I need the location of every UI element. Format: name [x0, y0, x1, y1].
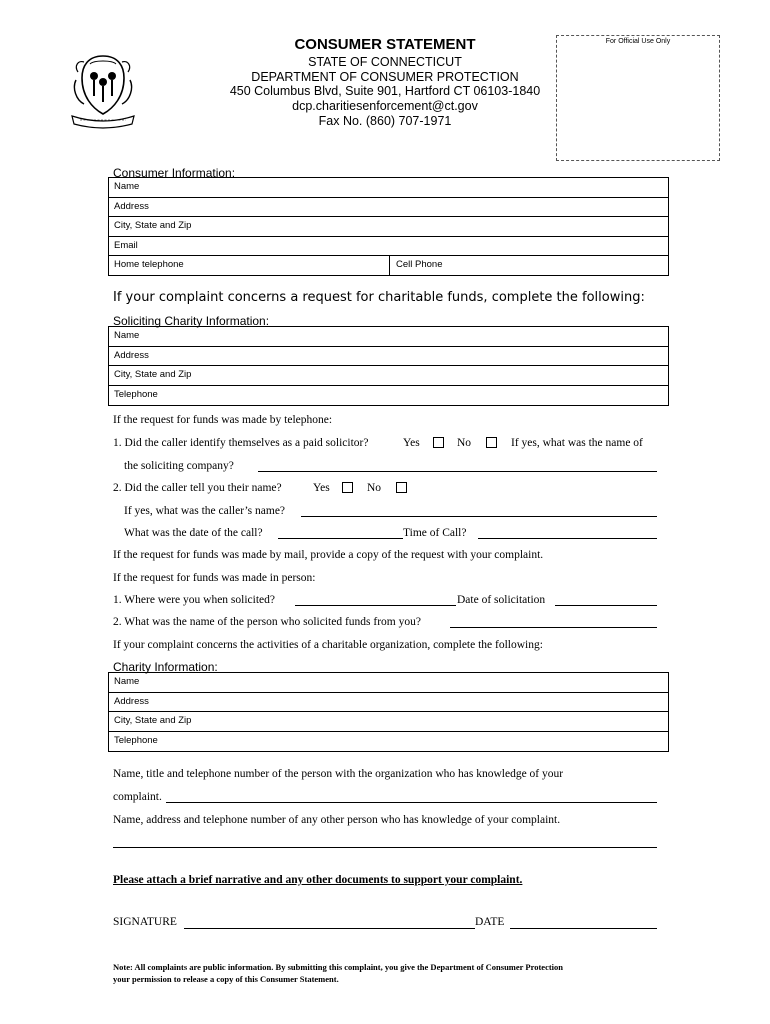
official-use-box [556, 35, 720, 161]
consumer-address-label: Address [114, 200, 149, 212]
attach-documents-note: Please attach a brief narrative and any other documents to support your complaint. [113, 874, 523, 886]
soliciting-info-label: Soliciting Charity Information: [113, 314, 270, 328]
consumer-name-label: Name [114, 181, 140, 192]
q2-yes-checkbox[interactable] [342, 482, 353, 493]
date-line[interactable] [510, 928, 657, 929]
org-contact-line[interactable] [166, 802, 657, 803]
soliciting-company-line[interactable] [258, 471, 657, 472]
soliciting-info-box [108, 326, 669, 406]
call-time-line[interactable] [478, 538, 657, 539]
call-date-line[interactable] [278, 538, 403, 539]
q2-no-label: No [367, 482, 382, 494]
consumer-phone-row[interactable] [109, 256, 668, 276]
soliciting-company-label: the soliciting company? [124, 460, 234, 472]
soliciting-telephone-field[interactable] [109, 386, 668, 406]
soliciting-telephone-label: Telephone [114, 388, 158, 400]
signature-line[interactable] [184, 928, 475, 929]
q1-no-checkbox[interactable] [486, 437, 497, 448]
charity-info-label: Charity Information: [113, 660, 218, 674]
consumer-name-field[interactable] [109, 178, 668, 198]
solicitation-date-label: Date of solicitation [457, 594, 546, 606]
charity-telephone-label: Telephone [114, 734, 158, 746]
consumer-email-field[interactable] [109, 237, 668, 257]
consumer-city-label: City, State and Zip [114, 220, 192, 231]
soliciting-address-label: Address [114, 349, 149, 361]
charity-address-label: Address [114, 695, 149, 707]
soliciting-address-field[interactable] [109, 347, 668, 367]
charity-name-label: Name [114, 676, 140, 687]
telephone-intro: If the request for funds was made by telephone: [113, 414, 333, 426]
charitable-funds-intro: If your complaint concerns a request for charitable funds, complete the following: [113, 290, 645, 305]
q1-no-label: No [457, 437, 472, 449]
form-title: CONSUMER STATEMENT [294, 36, 476, 53]
caller-name-question: 2. Did the caller tell you their name? [113, 482, 282, 494]
footnote-line-1: Note: All complaints are public information. By submitting this complaint, you give the Department of Consumer Protection [113, 962, 564, 972]
solicitor-name-line[interactable] [450, 627, 657, 628]
solicited-location-question: 1. Where were you when solicited? [113, 594, 276, 606]
mail-request-note: If the request for funds was made by mail, provide a copy of the request with your complaint. [113, 549, 544, 561]
activities-intro: If your complaint concerns the activities of a charitable organization, complete the following: [113, 639, 543, 651]
soliciting-name-label: Name [114, 330, 140, 341]
q2-yes-label: Yes [313, 482, 330, 494]
header-fax: Fax No. (860) 707-1971 [318, 114, 452, 128]
charity-telephone-field[interactable] [109, 732, 668, 752]
cell-phone-label: Cell Phone [396, 259, 443, 270]
q1-followup-label: If yes, what was the name of [511, 437, 643, 449]
charity-city-field[interactable] [109, 712, 668, 732]
org-contact-cont: complaint. [113, 791, 162, 803]
signature-label: SIGNATURE [113, 916, 177, 928]
consumer-info-box [108, 177, 669, 276]
in-person-intro: If the request for funds was made in person: [113, 572, 316, 584]
consumer-city-field[interactable] [109, 217, 668, 237]
charity-info-box [108, 672, 669, 752]
solicitor-name-question: 2. What was the name of the person who solicited funds from you? [113, 616, 421, 628]
home-telephone-label: Home telephone [114, 259, 184, 270]
soliciting-name-field[interactable] [109, 327, 668, 347]
footnote-line-2: your permission to release a copy of this Consumer Statement. [113, 974, 339, 984]
solicitation-date-line[interactable] [555, 605, 657, 606]
header-state: STATE OF CONNECTICUT [308, 55, 462, 69]
header-department: DEPARTMENT OF CONSUMER PROTECTION [251, 70, 519, 84]
call-date-label: What was the date of the call? [124, 527, 263, 539]
header-address: 450 Columbus Blvd, Suite 901, Hartford CT 06103-1840 [229, 84, 541, 98]
soliciting-city-field[interactable] [109, 366, 668, 386]
call-time-label: Time of Call? [403, 527, 467, 539]
header-email: dcp.charitiesenforcement@ct.gov [292, 99, 478, 113]
org-contact-question: Name, title and telephone number of the person with the organization who has knowledge of your [113, 768, 564, 780]
q1-yes-label: Yes [403, 437, 420, 449]
paid-solicitor-question: 1. Did the caller identify themselves as a paid solicitor? [113, 437, 369, 449]
soliciting-city-label: City, State and Zip [114, 369, 192, 380]
state-seal-logo [70, 52, 136, 132]
other-contact-question: Name, address and telephone number of any other person who has knowledge of your complaint. [113, 814, 561, 826]
solicited-location-line[interactable] [295, 605, 456, 606]
q2-no-checkbox[interactable] [396, 482, 407, 493]
official-use-label: For Official Use Only [605, 38, 671, 45]
charity-address-field[interactable] [109, 693, 668, 713]
caller-name-followup-label: If yes, what was the caller’s name? [124, 505, 286, 517]
caller-name-line[interactable] [301, 516, 657, 517]
charity-city-label: City, State and Zip [114, 715, 192, 726]
phone-divider [389, 256, 390, 276]
other-contact-line[interactable] [113, 847, 657, 848]
consumer-address-field[interactable] [109, 198, 668, 218]
q1-yes-checkbox[interactable] [433, 437, 444, 448]
date-label: DATE [475, 916, 505, 928]
consumer-info-label: Consumer Information: [113, 166, 236, 180]
consumer-email-label: Email [114, 239, 138, 251]
charity-name-field[interactable] [109, 673, 668, 693]
